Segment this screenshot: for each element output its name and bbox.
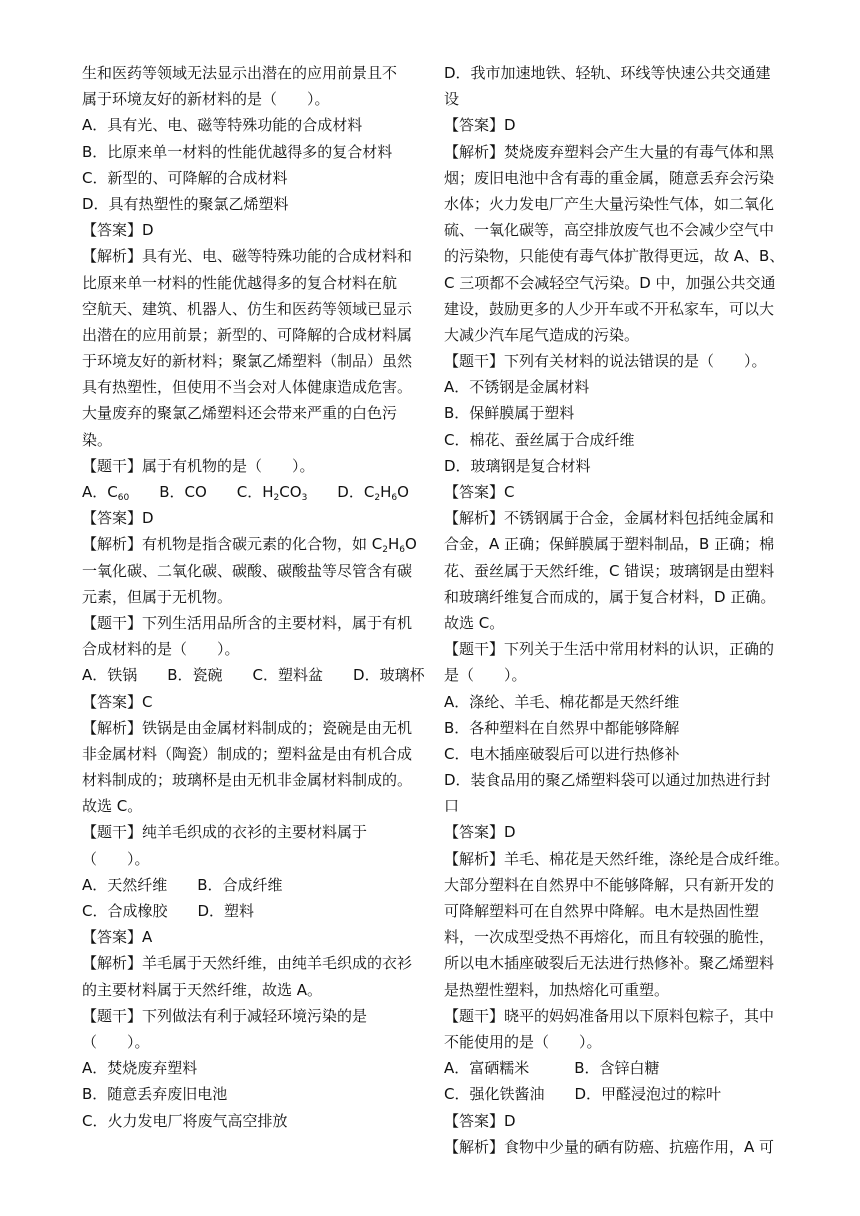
question-stem-line: 【题干】晓平的妈妈准备用以下原料包粽子，其中 <box>444 1006 775 1025</box>
text-line: D．装食品用的聚乙烯塑料袋可以通过加热进行封 <box>444 771 771 790</box>
answer-line: 【答案】D <box>82 509 154 528</box>
question-stem-line: 【题干】下列关于生活中常用材料的认识，正确的 <box>444 640 775 659</box>
text-line: 大量废弃的聚氯乙烯塑料还会带来严重的白色污 <box>82 404 398 423</box>
text-line: （ ）。 <box>82 1032 150 1051</box>
text-line: C．电木插座破裂后可以进行热修补 <box>444 744 680 763</box>
text-line: A．铁锅 B．瓷碗 C．塑料盆 D．玻璃杯 <box>82 666 425 685</box>
subscript: 6 <box>391 493 398 503</box>
text-line: 的污染物，只能使有毒气体扩散得更远，故 A、B、 <box>444 247 785 266</box>
explain-text: 【解析】有机物是指含碳元素的化合物，如 C <box>82 535 383 554</box>
text-line: 元素，但属于无机物。 <box>82 587 233 606</box>
text-line: B．随意丢弃废旧电池 <box>82 1085 228 1104</box>
organic-explain-line <box>82 531 436 557</box>
text-line: A．天然纤维 B．合成纤维 <box>82 875 283 894</box>
explanation-line: 【解析】铁锅是由金属材料制成的；瓷碗是由无机 <box>82 718 413 737</box>
text-line: A．富硒糯米 B．含锌白糖 <box>444 1059 660 1078</box>
option <box>337 483 409 501</box>
subscript: 2 <box>374 493 381 503</box>
explanation-line: 【解析】羊毛属于天然纤维，由纯羊毛织成的衣衫 <box>82 954 413 973</box>
answer-line: 【答案】C <box>82 692 153 711</box>
explanation-line: 【解析】具有光、电、磁等特殊功能的合成材料和 <box>82 247 413 266</box>
text-line: C．强化铁酱油 D．甲醛浸泡过的粽叶 <box>444 1085 722 1104</box>
text-line: C．合成橡胶 D．塑料 <box>82 902 255 920</box>
subscript: 2 <box>382 545 388 556</box>
answer-line: 【答案】C <box>444 483 515 501</box>
text-line: 出潜在的应用前景；新型的、可降解的合成材料属 <box>82 325 413 344</box>
text-line: 合金，A 正确；保鲜膜属于塑料制品，B 正确；棉 <box>444 535 775 554</box>
text-line: D．具有热塑性的聚氯乙烯塑料 <box>82 194 289 213</box>
question-stem-line: 【题干】下列有关材料的说法错误的是（ ）。 <box>444 352 767 371</box>
option-label: D．C <box>337 483 375 501</box>
text-line: D．玻璃钢是复合材料 <box>444 456 591 475</box>
question-stem-line: 【题干】属于有机物的是（ ）。 <box>82 456 315 475</box>
text-line: 和玻璃纤维复合而成的，属于复合材料，D 正确。 <box>444 587 776 606</box>
text-line: 的主要材料属于天然纤维，故选 A。 <box>82 980 323 999</box>
left-column <box>82 60 436 1134</box>
text-line: 是热塑性塑料，加热熔化可重塑。 <box>444 980 670 999</box>
text-line: 比原来单一材料的性能优越得多的复合材料在航 <box>82 273 398 292</box>
text-line: 故选 C。 <box>82 797 143 816</box>
question-stem-line: 【题干】下列生活用品所含的主要材料，属于有机 <box>82 613 413 632</box>
text-line: （ ）。 <box>82 849 150 868</box>
text-line: B．保鲜膜属于塑料 <box>444 404 575 423</box>
answer-line: 【答案】D <box>444 823 516 842</box>
text-line: 料，一次成型受热不再熔化，而且有较强的脆性， <box>444 928 775 947</box>
text-line: B．各种塑料在自然界中都能够降解 <box>444 718 680 737</box>
text-line: 一氧化碳、二氧化碳、碳酸、碳酸盐等尽管含有碳 <box>82 561 413 580</box>
text-line: 花、蚕丝属于天然纤维，C 错误；玻璃钢是由塑料 <box>444 561 775 580</box>
text-line: 口 <box>444 797 460 816</box>
text-line: A．涤纶、羊毛、棉花都是天然纤维 <box>444 692 680 711</box>
explain-text: O <box>405 535 417 554</box>
option-label: B．CO <box>159 483 207 501</box>
text-line: 生和医药等领域无法显示出潜在的应用前景且不 <box>82 64 398 82</box>
option <box>82 483 129 501</box>
text-line: 烟；废旧电池中含有毒的重金属，随意丢弃会污染 <box>444 168 775 187</box>
text-line: A．不锈钢是金属材料 <box>444 378 590 397</box>
text-line: 属于环境友好的新材料的是（ ）。 <box>82 90 330 109</box>
explanation-line: 【解析】不锈钢属于合金，金属材料包括纯金属和 <box>444 509 775 528</box>
text-line: 于环境友好的新材料；聚氯乙烯塑料（制品）虽然 <box>82 352 413 371</box>
subscript: 6 <box>399 545 405 556</box>
text-line: 所以电木插座破裂后无法进行热修补。聚乙烯塑料 <box>444 954 775 973</box>
organic-options-line <box>82 479 436 505</box>
text-line: A．焚烧废弃塑料 <box>82 1059 198 1078</box>
option-formula: O <box>397 483 409 501</box>
question-stem-line: 【题干】下列做法有利于减轻环境污染的是 <box>82 1006 368 1025</box>
option-label: C．H <box>236 483 274 501</box>
question-stem-line: 【题干】纯羊毛织成的衣衫的主要材料属于 <box>82 823 368 842</box>
option-formula: CO <box>279 483 302 501</box>
explain-text: H <box>387 535 400 554</box>
text-line: 合成材料的是（ ）。 <box>82 640 240 659</box>
explanation-line: 【解析】羊毛、棉花是天然纤维，涤纶是合成纤维。 <box>444 849 790 868</box>
text-line: 非金属材料（陶瓷）制成的；塑料盆是由有机合成 <box>82 744 413 763</box>
text-line: B．比原来单一材料的性能优越得多的复合材料 <box>82 142 393 161</box>
answer-line: 【答案】A <box>82 928 153 947</box>
text-line: C．新型的、可降解的合成材料 <box>82 168 288 187</box>
text-line: C．火力发电厂将废气高空排放 <box>82 1111 288 1130</box>
answer-line: 【答案】D <box>444 1111 516 1130</box>
option-formula: H <box>380 483 392 501</box>
text-line: 可降解塑料可在自然界中降解。电木是热固性塑 <box>444 902 760 920</box>
text-line: 建设，鼓励更多的人少开车或不开私家车，可以大 <box>444 299 775 318</box>
option <box>237 483 308 501</box>
text-line: 硫、一氧化碳等，高空排放废气也不会减少空气中 <box>444 221 775 240</box>
explanation-line: 【解析】焚烧废弃塑料会产生大量的有毒气体和黑 <box>444 142 775 161</box>
text-line: 水体；火力发电厂产生大量污染性气体，如二氧化 <box>444 194 775 213</box>
right-column <box>444 60 798 1160</box>
answer-line: 【答案】D <box>82 221 154 240</box>
text-line: 具有热塑性，但使用不当会对人体健康造成危害。 <box>82 378 413 397</box>
text-line: 材料制成的；玻璃杯是由无机非金属材料制成的。 <box>82 771 413 790</box>
text-line: C 三项都不会减轻空气污染。D 中，加强公共交通 <box>444 273 776 292</box>
text-line: 不能使用的是（ ）。 <box>444 1032 602 1051</box>
text-line: C．棉花、蚕丝属于合成纤维 <box>444 430 635 449</box>
text-line: 是（ ）。 <box>444 666 527 685</box>
text-line: D．我市加速地铁、轻轨、环线等快速公共交通建 <box>444 64 771 82</box>
subscript: 3 <box>301 493 308 503</box>
text-line: A．具有光、电、磁等特殊功能的合成材料 <box>82 116 363 135</box>
text-line: 空航天、建筑、机器人、仿生和医药等领域已显示 <box>82 299 413 318</box>
text-line: 染。 <box>82 430 113 449</box>
answer-line: 【答案】D <box>444 116 516 135</box>
subscript: 2 <box>273 493 280 503</box>
explanation-line: 【解析】食物中少量的硒有防癌、抗癌作用，A 可 <box>444 1137 775 1156</box>
option <box>159 483 207 501</box>
text-line: 故选 C。 <box>444 613 505 632</box>
subscript: 60 <box>117 493 130 503</box>
text-line: 设 <box>444 90 460 109</box>
option-label: A．C <box>82 483 118 501</box>
text-line: 大部分塑料在自然界中不能够降解，只有新开发的 <box>444 875 775 894</box>
text-line: 大减少汽车尾气造成的污染。 <box>444 325 640 344</box>
